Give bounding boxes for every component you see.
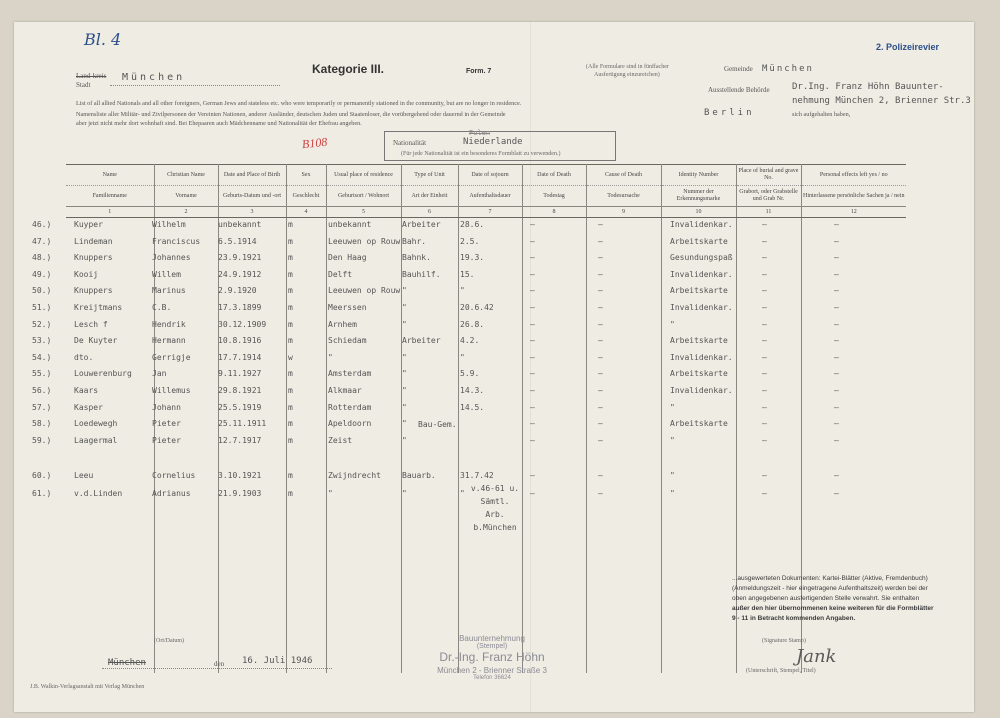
col-num: 4 — [286, 207, 326, 218]
sex: m — [288, 435, 293, 445]
effects: — — [834, 286, 839, 296]
identity-number: Arbeitskarte — [670, 336, 728, 346]
row-number: 59.) — [32, 435, 52, 445]
col-death-en: Date of Death — [522, 165, 586, 186]
sex: m — [288, 419, 293, 429]
burial-place: — — [762, 286, 767, 296]
residence: unbekannt — [328, 220, 372, 229]
stamp-line: München 2 - Brienner Straße 3 — [437, 666, 547, 675]
burial-place: — — [762, 386, 767, 395]
residence: Leeuwen op Rouw — [328, 286, 401, 296]
effects: — — [834, 402, 839, 412]
col-sojourn-en: Date of sojourn — [458, 165, 522, 186]
identity-number: Arbeitskarte — [670, 419, 728, 429]
unit-type: Bauarb. — [402, 471, 436, 480]
stamp-line: Dr.-Ing. Franz Höhn — [439, 650, 545, 664]
sex: m — [288, 303, 293, 312]
christian-name: Johann — [152, 402, 181, 412]
sojourn-date: 5.9. — [460, 369, 480, 379]
burial-place: — — [762, 402, 767, 412]
row-number: 50.) — [32, 286, 52, 296]
birth-date: 9.11.1927 — [218, 369, 262, 379]
intro-town: Berlin — [704, 108, 755, 118]
death-cause: — — [598, 488, 603, 498]
burial-place: — — [762, 220, 767, 229]
red-pencil-mark: B108 — [301, 134, 328, 152]
signature-label-top: (Signature Stamp) — [762, 638, 806, 644]
effects: — — [834, 336, 839, 346]
unit-extra: Bau-Gem. — [418, 420, 457, 429]
effects: — — [834, 435, 839, 445]
row-number: 52.) — [32, 319, 52, 329]
birth-date: 29.8.1921 — [218, 386, 262, 395]
burial-place: — — [762, 369, 767, 379]
family-name: De Kuyter — [74, 336, 118, 346]
col-christian-de: Vorname — [154, 186, 218, 207]
sojourn-date: 2.5. — [460, 236, 480, 246]
death-date: — — [530, 269, 535, 279]
stamp-small: (Stempel) — [476, 643, 508, 650]
identity-number: Arbeitskarte — [670, 286, 728, 296]
death-date: — — [530, 236, 535, 246]
birth-date: 21.9.1903 — [218, 488, 262, 498]
birth-date: 12.7.1917 — [218, 435, 262, 445]
col-num: 10 — [661, 207, 736, 218]
unit-type: " — [402, 488, 407, 498]
behoerde-value-1: Dr.Ing. Franz Höhn Bauunter- — [792, 82, 944, 92]
col-num: 3 — [218, 207, 286, 218]
birth-date: 24.9.1912 — [218, 269, 262, 279]
col-num: 11 — [736, 207, 801, 218]
row-number: 56.) — [32, 386, 52, 395]
landkreis-label: Land-kreis — [76, 72, 107, 80]
death-cause: — — [598, 319, 603, 329]
residence: Amsterdam — [328, 369, 372, 379]
residence: " — [328, 488, 333, 498]
sex: m — [288, 220, 293, 229]
unit-type: " — [402, 303, 407, 312]
archive-note — [732, 574, 934, 624]
unit-type: " — [402, 419, 407, 429]
effects: — — [834, 471, 839, 480]
birth-date: 17.3.1899 — [218, 303, 262, 312]
col-burial-de: Grabort, oder Grabstelle und Grab Nr. — [736, 186, 801, 207]
sojourn-date: 14.3. — [460, 386, 485, 395]
identity-number: Invalidenkar. — [670, 220, 733, 229]
effects: — — [834, 386, 839, 395]
archive-note-line: (Anmeldungszeit - hier eingetragene Aufenthaltszeit) werden bei der — [732, 585, 928, 592]
row-number: 61.) — [32, 488, 52, 498]
intro-german-1: Namensliste aller Militär- und Zivilpersonen der Vereinten Nationen, anderer Ausländer, deutschen Juden und Staatenloser, die vorübergehend oder dauernd in der Gemeinde — [76, 111, 506, 118]
effects: — — [834, 319, 839, 329]
identity-number: " — [670, 471, 675, 480]
unit-type: Bauhilf. — [402, 269, 441, 279]
death-date: — — [530, 386, 535, 395]
intro-german-3: aber jetzt nicht mehr dort wohnhaft sind. Bei Ehepaaren auch Mädchenname und Nationalität der Ehefrau angeben. — [76, 120, 362, 127]
range-note: v.46-61 u. Sämtl. Arb. b.München — [470, 484, 520, 532]
death-date: — — [530, 352, 535, 362]
row-number: 55.) — [32, 369, 52, 379]
sojourn-date: 28.6. — [460, 220, 485, 229]
christian-name: Willem — [152, 269, 181, 279]
sojourn-date: " — [460, 352, 465, 362]
burial-place: — — [762, 471, 767, 480]
stamp-line: Bauunternehmung — [459, 634, 525, 643]
col-identity-en: Identity Number — [661, 165, 736, 186]
death-cause: — — [598, 386, 603, 395]
birth-date: 25.5.1919 — [218, 402, 262, 412]
col-num: 12 — [801, 207, 906, 218]
family-name: Knuppers — [74, 286, 113, 296]
identity-number: Arbeitskarte — [670, 369, 728, 379]
christian-name: Pieter — [152, 419, 181, 429]
christian-name: C.B. — [152, 303, 172, 312]
family-name: Kasper — [74, 402, 103, 412]
behoerde-label: Ausstellende Behörde — [708, 86, 770, 94]
death-date: — — [530, 419, 535, 429]
archive-note-line: oben angegebenen ausfertigenden Stelle verwahrt. Sie enthalten — [732, 595, 920, 602]
sex: m — [288, 369, 293, 379]
date-value: 16. Juli 1946 — [242, 656, 313, 666]
effects: — — [834, 220, 839, 229]
col-burial-en: Place of burial and grave No. — [736, 165, 801, 186]
burial-place: — — [762, 352, 767, 362]
col-unit-de: Art der Einheit — [401, 186, 458, 207]
christian-name: Jan — [152, 369, 167, 379]
col-effects-de: Hinterlassene persönliche Sachen ja / nein — [801, 186, 906, 207]
sex: m — [288, 488, 293, 498]
burial-place: — — [762, 319, 767, 329]
unit-type: " — [402, 402, 407, 412]
sex: w — [288, 352, 293, 362]
christian-name: Marinus — [152, 286, 186, 296]
sex: m — [288, 319, 293, 329]
death-date: — — [530, 369, 535, 379]
residence: Schiedam — [328, 336, 367, 346]
identity-number: Gesundungspaß — [670, 253, 733, 263]
unit-type: " — [402, 386, 407, 395]
death-date: — — [530, 336, 535, 346]
death-date: — — [530, 319, 535, 329]
nationality-value: Niederlande — [463, 137, 523, 147]
family-name: Louwerenburg — [74, 369, 132, 379]
effects: — — [834, 303, 839, 312]
row-number: 51.) — [32, 303, 52, 312]
residence: Zwijndrecht — [328, 471, 381, 480]
death-date: — — [530, 488, 535, 498]
row-number: 47.) — [32, 236, 52, 246]
col-sex-de: Geschlecht — [286, 186, 326, 207]
col-birth-en: Date and Place of Birth — [218, 165, 286, 186]
row-number: 48.) — [32, 253, 52, 263]
gemeinde-label: Gemeinde — [724, 65, 753, 73]
christian-name: Willemus — [152, 386, 191, 395]
death-cause: — — [598, 369, 603, 379]
sex: m — [288, 386, 293, 395]
nationality-note: (Für jede Nationalität ist ein besonderes Formblatt zu verwenden.) — [401, 151, 561, 157]
birth-date: 10.8.1916 — [218, 336, 262, 346]
col-death-de: Todestag — [522, 186, 586, 207]
family-name: Kuyper — [74, 220, 103, 229]
printer-line: J.B. Walkin-Verlagsanstalt mit Verlag München — [30, 684, 145, 690]
col-cause-de: Todesursache — [586, 186, 661, 207]
behoerde-value-2: nehmung München 2, Brienner Str.3 — [792, 96, 971, 106]
family-name: v.d.Linden — [74, 488, 123, 498]
death-date: — — [530, 471, 535, 480]
signature: Jank — [796, 646, 837, 667]
formular-note-2: Ausfertigung einzureichen) — [594, 72, 660, 78]
kreis-line — [110, 85, 280, 86]
unit-type: Bahr. — [402, 236, 427, 246]
identity-number: Invalidenkar. — [670, 269, 733, 279]
death-date: — — [530, 303, 535, 312]
death-date: — — [530, 220, 535, 229]
family-name: Laagermal — [74, 435, 118, 445]
unit-type: " — [402, 435, 407, 445]
col-birth-de: Geburts-Datum und -ort — [218, 186, 286, 207]
sojourn-date: 31.7.42 — [460, 471, 494, 480]
birth-date: unbekannt — [218, 220, 262, 229]
effects: — — [834, 236, 839, 246]
residence: Apeldoorn — [328, 419, 372, 429]
intro-english: List of all allied Nationals and all other foreigners, German Jews and stateless etc. who were temporarily or permanently stationed in the community, but are no longer in residence. — [76, 100, 522, 107]
death-cause: — — [598, 220, 603, 229]
archive-note-line: außer den hier übernommenen keine weiteren für die Formblätter — [732, 605, 934, 612]
burial-place: — — [762, 253, 767, 263]
christian-name: Pieter — [152, 435, 181, 445]
identity-number: " — [670, 319, 675, 329]
sojourn-date: 19.3. — [460, 253, 485, 263]
col-name-en: Name — [66, 165, 154, 186]
gemeinde-value: München — [762, 64, 814, 74]
col-residence-en: Usual place of residence — [326, 165, 401, 186]
sojourn-date: 4.2. — [460, 336, 480, 346]
death-cause: — — [598, 419, 603, 429]
death-cause: — — [598, 402, 603, 412]
christian-name: Cornelius — [152, 471, 196, 480]
col-num: 2 — [154, 207, 218, 218]
effects: — — [834, 269, 839, 279]
sex: m — [288, 471, 293, 480]
col-num: 1 — [66, 207, 154, 218]
sojourn-date: 14.5. — [460, 402, 485, 412]
identity-number: Invalidenkar. — [670, 352, 733, 362]
death-date: — — [530, 253, 535, 263]
archive-note-line: ...ausgewerteten Dokumenten: Kartei-Blätter (Aktive, Fremdenbuch) — [732, 575, 928, 582]
row-number: 49.) — [32, 269, 52, 279]
unit-type: Arbeiter — [402, 220, 441, 229]
signature-label-bottom: (Unterschrift, Stempel, Titel) — [746, 668, 816, 674]
sex: m — [288, 336, 293, 346]
effects: — — [834, 352, 839, 362]
nationality-struck: Polen — [469, 129, 491, 137]
death-cause: — — [598, 236, 603, 246]
burial-place: — — [762, 336, 767, 346]
birth-date: 23.9.1921 — [218, 253, 262, 263]
death-date: — — [530, 402, 535, 412]
family-name: Kreijtmans — [74, 303, 123, 312]
stamp-line: Telefon 36624 — [473, 675, 511, 681]
identity-number: Arbeitskarte — [670, 236, 728, 246]
residence: Alkmaar — [328, 386, 362, 395]
effects: — — [834, 253, 839, 263]
unit-type: " — [402, 286, 407, 296]
residence: " — [328, 352, 333, 362]
family-name: Lesch f — [74, 319, 108, 329]
christian-name: Wilhelm — [152, 220, 186, 229]
family-name: Leeu — [74, 471, 94, 480]
sex: m — [288, 253, 293, 263]
birth-date: 6.5.1914 — [218, 236, 257, 246]
col-num: 8 — [522, 207, 586, 218]
sojourn-date: 20.6.42 — [460, 303, 494, 312]
col-identity-de: Nummer der Erkennungsmarke — [661, 186, 736, 207]
residence: Delft — [328, 269, 353, 279]
death-date: — — [530, 286, 535, 296]
christian-name: Adrianus — [152, 488, 191, 498]
sex: m — [288, 286, 293, 296]
christian-name: Franciscus — [152, 236, 201, 246]
identity-number: Invalidenkar. — [670, 386, 733, 395]
family-name: Kaars — [74, 386, 99, 395]
company-stamp — [402, 634, 582, 681]
col-cause-en: Cause of Death — [586, 165, 661, 186]
death-cause: — — [598, 471, 603, 480]
col-name-de: Familienname — [66, 186, 154, 207]
col-sex-en: Sex — [286, 165, 326, 186]
kreis-value: München — [122, 72, 186, 83]
death-cause: — — [598, 253, 603, 263]
residence: Meerssen — [328, 303, 367, 312]
birth-date: 30.12.1909 — [218, 319, 267, 329]
identity-number: Invalidenkar. — [670, 303, 733, 312]
den-label: den — [214, 660, 225, 668]
burial-place: — — [762, 419, 767, 429]
sojourn-date: " — [460, 286, 465, 296]
sojourn-date: " — [460, 488, 465, 498]
death-cause: — — [598, 286, 603, 296]
burial-place: — — [762, 303, 767, 312]
residence: Arnhem — [328, 319, 357, 329]
effects: — — [834, 369, 839, 379]
sex: m — [288, 236, 293, 246]
death-cause: — — [598, 336, 603, 346]
form-number: Form. 7 — [466, 68, 492, 75]
burial-place: — — [762, 488, 767, 498]
burial-place: — — [762, 236, 767, 246]
col-christian-en: Christian Name — [154, 165, 218, 186]
kategorie-title: Kategorie III. — [312, 62, 385, 76]
col-unit-en: Type of Unit — [401, 165, 458, 186]
death-cause: — — [598, 435, 603, 445]
sojourn-date: 15. — [460, 269, 475, 279]
family-name: Knuppers — [74, 253, 113, 263]
identity-number: " — [670, 488, 675, 498]
death-cause: — — [598, 269, 603, 279]
sojourn-date: 26.8. — [460, 319, 485, 329]
row-number: 53.) — [32, 336, 52, 346]
residence: Leeuwen op Rouw — [328, 236, 401, 246]
death-cause: — — [598, 303, 603, 312]
sheet-number-handwritten: Bl. 4 — [84, 30, 122, 49]
intro-german-2: sich aufgehalten haben, — [792, 111, 851, 118]
sex: m — [288, 269, 293, 279]
archive-note-line: 9 - 11 in Betracht kommenden Angaben. — [732, 615, 856, 622]
christian-name: Hendrik — [152, 319, 186, 329]
row-number: 60.) — [32, 471, 52, 480]
col-num: 6 — [401, 207, 458, 218]
row-number: 58.) — [32, 419, 52, 429]
unit-type: Arbeiter — [402, 336, 441, 346]
birth-date: 25.11.1911 — [218, 419, 267, 429]
police-district-stamp: 2. Polizeirevier — [876, 42, 940, 52]
effects: — — [834, 419, 839, 429]
family-name: Loedewegh — [74, 419, 118, 429]
col-num: 5 — [326, 207, 401, 218]
sex: m — [288, 402, 293, 412]
effects: — — [834, 488, 839, 498]
nationality-label: Nationalität — [393, 139, 427, 147]
unit-type: " — [402, 369, 407, 379]
document-page — [14, 22, 974, 712]
row-number: 57.) — [32, 402, 52, 412]
death-cause: — — [598, 352, 603, 362]
col-residence-de: Geburtsort / Wohnort — [326, 186, 401, 207]
col-num: 9 — [586, 207, 661, 218]
residence: Zeist — [328, 435, 353, 445]
family-name: dto. — [74, 352, 94, 362]
identity-number: " — [670, 435, 675, 445]
death-date: — — [530, 435, 535, 445]
formular-note-1: (Alle Formulare sind in fünffacher — [586, 64, 669, 70]
date-line — [102, 668, 332, 669]
unit-type: Bahnk. — [402, 253, 431, 263]
christian-name: Hermann — [152, 336, 186, 346]
ort-value: München — [108, 658, 146, 668]
birth-date: 2.9.1920 — [218, 286, 257, 296]
col-sojourn-de: Aufenthaltsdauer — [458, 186, 522, 207]
burial-place: — — [762, 269, 767, 279]
col-num: 7 — [458, 207, 522, 218]
residence: Den Haag — [328, 253, 367, 263]
nationality-box — [384, 131, 616, 161]
unit-type: " — [402, 352, 407, 362]
family-name: Lindeman — [74, 236, 113, 246]
identity-number: " — [670, 402, 675, 412]
family-name: Kooij — [74, 269, 99, 279]
unit-type: " — [402, 319, 407, 329]
ort-label: (Ort/Datum) — [154, 638, 184, 644]
burial-place: — — [762, 435, 767, 445]
col-effects-en: Personal effects left yes / no — [801, 165, 906, 186]
birth-date: 3.10.1921 — [218, 471, 262, 480]
christian-name: Gerrigje — [152, 352, 191, 362]
row-number: 54.) — [32, 352, 52, 362]
row-number: 46.) — [32, 220, 52, 229]
birth-date: 17.7.1914 — [218, 352, 262, 362]
christian-name: Johannes — [152, 253, 191, 263]
residence: Rotterdam — [328, 402, 372, 412]
stadt-label: Stadt — [76, 81, 91, 89]
